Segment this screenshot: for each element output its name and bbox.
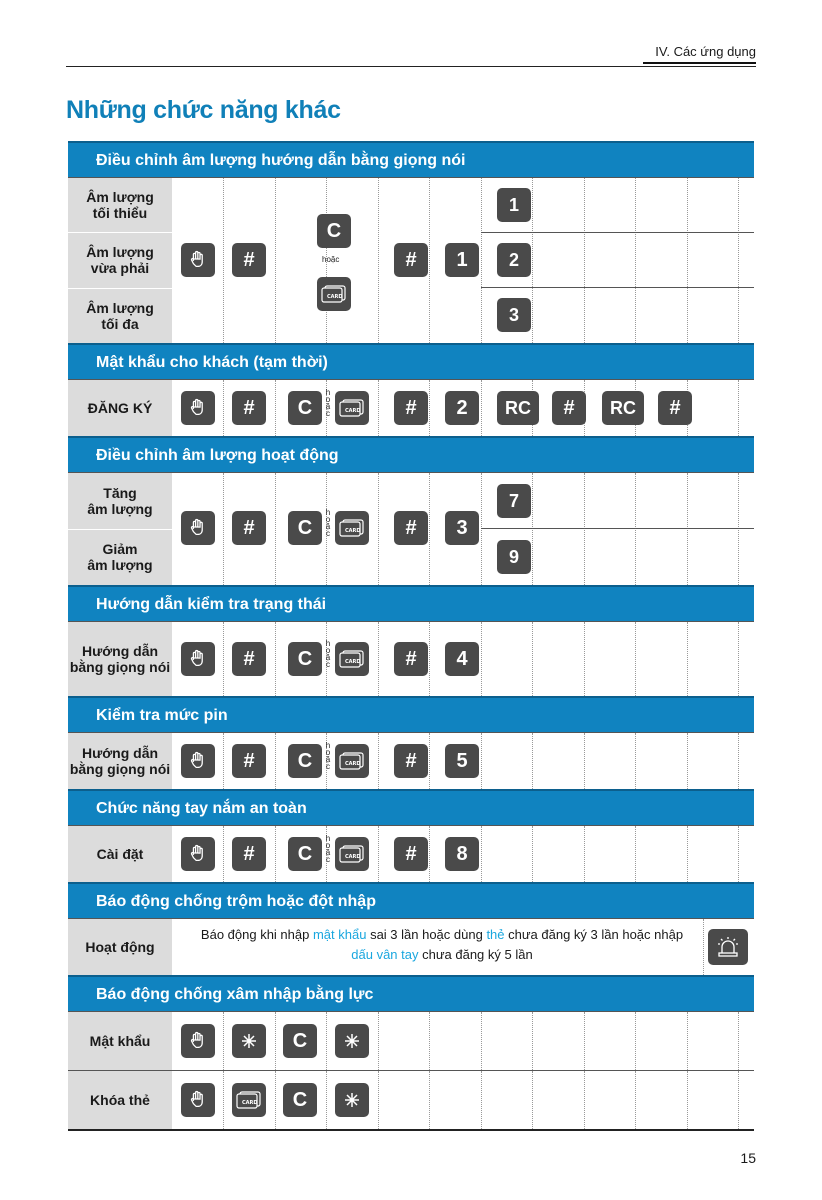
status-check-row bbox=[68, 621, 754, 696]
hand-icon bbox=[181, 1024, 215, 1058]
row-label-voice-guide: Hướng dẫn bằng giọng nói bbox=[69, 745, 171, 777]
card-icon bbox=[335, 642, 369, 676]
hash-key: # bbox=[552, 391, 586, 425]
page-title: Những chức năng khác bbox=[66, 96, 341, 124]
section-title-safety-handle: Chức năng tay nắm an toàn bbox=[68, 789, 754, 825]
row-label-volume-min: Âm lượng tối thiểu bbox=[86, 189, 154, 222]
function-table bbox=[68, 141, 754, 1131]
row-label-volume-mid: Âm lượng vừa phải bbox=[68, 232, 172, 287]
hand-icon bbox=[181, 744, 215, 778]
svg-text:CARD: CARD bbox=[345, 761, 361, 767]
row-label-card-lock: Khóa thẻ bbox=[90, 1092, 150, 1108]
alarm-description: Báo động khi nhập mật khẩu sai 3 lần hoặc dùng thẻ chưa đăng ký 3 lần hoặc nhập dấu vân tay chưa đăng ký 5 lần bbox=[200, 927, 684, 962]
five-key: 5 bbox=[445, 744, 479, 778]
or-label-vertical: h o ặ c bbox=[325, 741, 331, 771]
eight-key: 8 bbox=[445, 837, 479, 871]
burglar-alarm-row bbox=[68, 918, 754, 975]
three-key: 3 bbox=[445, 511, 479, 545]
svg-text:CARD: CARD bbox=[242, 1100, 258, 1106]
operation-volume-rows bbox=[68, 472, 754, 585]
svg-text:CARD: CARD bbox=[327, 294, 343, 300]
volume-guide-rows bbox=[68, 177, 754, 343]
or-label-vertical: h o ặ c bbox=[325, 639, 331, 669]
svg-text:CARD: CARD bbox=[345, 408, 361, 414]
rc-key: RC bbox=[602, 391, 644, 425]
four-key: 4 bbox=[445, 642, 479, 676]
or-label-vertical: h o ặ c bbox=[325, 508, 331, 538]
hash-key: # bbox=[232, 642, 266, 676]
svg-text:CARD: CARD bbox=[345, 528, 361, 534]
hand-icon bbox=[181, 391, 215, 425]
volume-down-key: 9 bbox=[497, 540, 531, 574]
two-key: 2 bbox=[445, 391, 479, 425]
rc-key: RC bbox=[497, 391, 539, 425]
or-label-vertical: h o ặ c bbox=[325, 388, 331, 418]
card-icon bbox=[335, 837, 369, 871]
section-title-volume-guide: Điều chỉnh âm lượng hướng dẫn bằng giọng nói bbox=[68, 141, 754, 177]
level-key-2: 2 bbox=[497, 243, 531, 277]
row-label-setup: Cài đặt bbox=[96, 846, 144, 862]
battery-check-row bbox=[68, 732, 754, 789]
hash-key: # bbox=[394, 837, 428, 871]
forced-entry-password-row bbox=[68, 1011, 754, 1070]
svg-text:CARD: CARD bbox=[345, 659, 361, 665]
hand-icon bbox=[181, 511, 215, 545]
hash-key: # bbox=[394, 642, 428, 676]
level-key-3: 3 bbox=[497, 298, 531, 332]
asterisk-icon bbox=[335, 1024, 369, 1058]
asterisk-icon bbox=[335, 1083, 369, 1117]
c-key: C bbox=[317, 214, 351, 248]
hash-key: # bbox=[394, 511, 428, 545]
c-key: C bbox=[288, 837, 322, 871]
section-title-operation-volume: Điều chỉnh âm lượng hoạt động bbox=[68, 436, 754, 472]
section-title-battery-check: Kiểm tra mức pin bbox=[68, 696, 754, 732]
card-icon bbox=[317, 277, 351, 311]
page-number: 15 bbox=[740, 1150, 756, 1166]
hand-icon bbox=[181, 243, 215, 277]
row-label-voice-guide: Hướng dẫn bằng giọng nói bbox=[69, 643, 171, 675]
svg-text:CARD: CARD bbox=[345, 854, 361, 860]
card-icon bbox=[232, 1083, 266, 1117]
card-icon bbox=[335, 511, 369, 545]
hash-key: # bbox=[394, 243, 428, 277]
volume-up-key: 7 bbox=[497, 484, 531, 518]
c-key: C bbox=[288, 642, 322, 676]
hash-key: # bbox=[232, 391, 266, 425]
card-icon bbox=[335, 391, 369, 425]
hand-icon bbox=[181, 1083, 215, 1117]
c-key: C bbox=[288, 391, 322, 425]
section-title-status-check: Hướng dẫn kiểm tra trạng thái bbox=[68, 585, 754, 621]
level-key-1: 1 bbox=[497, 188, 531, 222]
row-label-register: ĐĂNG KÝ bbox=[87, 400, 153, 416]
header-rule bbox=[66, 66, 756, 67]
or-label-vertical: h o ặ c bbox=[325, 834, 331, 864]
section-title-burglar-alarm: Báo động chống trộm hoặc đột nhập bbox=[68, 882, 754, 918]
c-key: C bbox=[288, 744, 322, 778]
row-label-volume-down: Giảm âm lượng bbox=[68, 529, 172, 586]
hash-key: # bbox=[394, 744, 428, 778]
or-label: hoặc bbox=[322, 255, 340, 264]
row-label-operation: Hoạt động bbox=[85, 939, 155, 955]
one-key: 1 bbox=[445, 243, 479, 277]
section-title-guest-password: Mật khẩu cho khách (tạm thời) bbox=[68, 343, 754, 379]
section-title-forced-entry: Báo động chống xâm nhập bằng lực bbox=[68, 975, 754, 1011]
hash-key: # bbox=[232, 744, 266, 778]
hash-key: # bbox=[232, 243, 266, 277]
row-label-volume-up: Tăng âm lượng bbox=[87, 484, 153, 517]
alarm-bell-icon bbox=[708, 929, 748, 965]
c-key: C bbox=[283, 1083, 317, 1117]
safety-handle-row bbox=[68, 825, 754, 882]
forced-entry-card-row bbox=[68, 1070, 754, 1129]
header-section-label: IV. Các ứng dụng bbox=[655, 44, 756, 59]
card-icon bbox=[335, 744, 369, 778]
hash-key: # bbox=[394, 391, 428, 425]
c-key: C bbox=[288, 511, 322, 545]
row-label-volume-max: Âm lượng tối đa bbox=[68, 288, 172, 343]
asterisk-icon bbox=[232, 1024, 266, 1058]
hash-key: # bbox=[658, 391, 692, 425]
row-label-password: Mật khẩu bbox=[89, 1033, 151, 1049]
hash-key: # bbox=[232, 511, 266, 545]
guest-password-row bbox=[68, 379, 754, 436]
c-key: C bbox=[283, 1024, 317, 1058]
hash-key: # bbox=[232, 837, 266, 871]
hand-icon bbox=[181, 642, 215, 676]
hand-icon bbox=[181, 837, 215, 871]
